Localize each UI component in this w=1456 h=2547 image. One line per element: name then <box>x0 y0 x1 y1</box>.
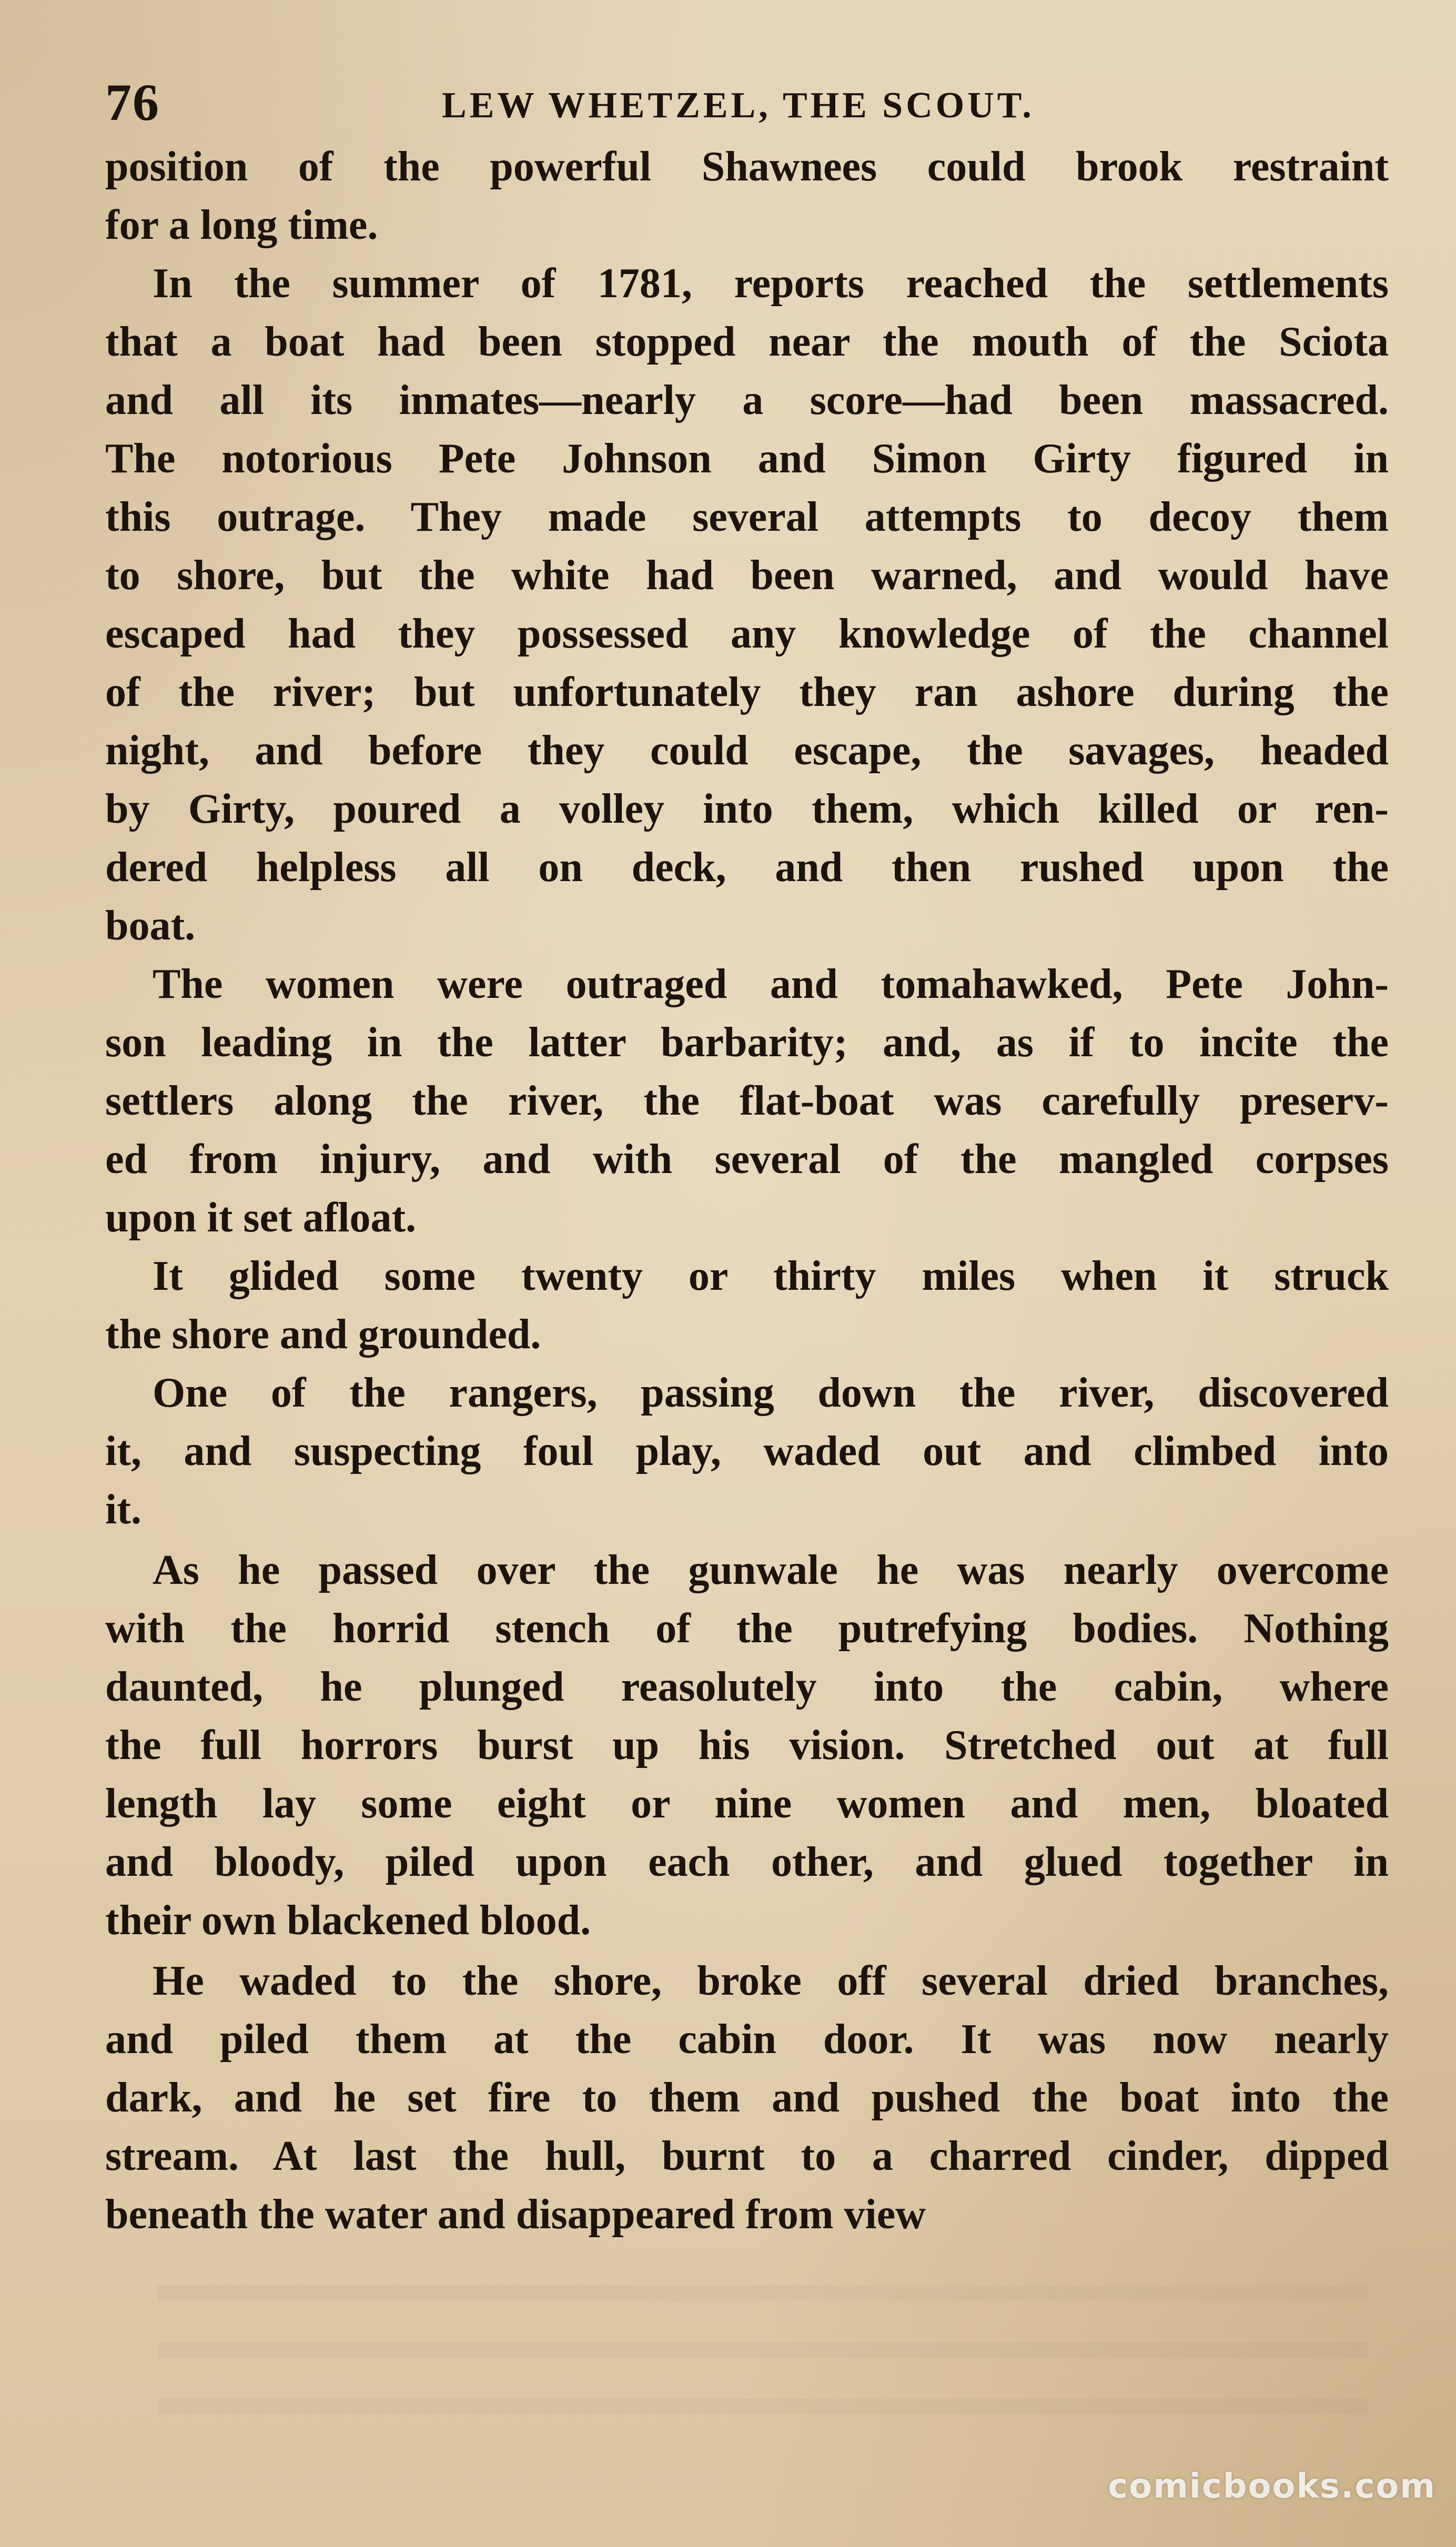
text-line: dered helpless all on deck, and then rushed upon the <box>105 844 1389 891</box>
text-line: to shore, but the white had been warned, and would have <box>105 552 1389 599</box>
running-head: LEW WHETZEL, THE SCOUT. <box>442 85 1035 126</box>
text-line: He waded to the shore, broke off several dried branches, <box>153 1958 1389 2004</box>
text-line: for a long time. <box>105 202 378 248</box>
text-line: the full horrors burst up his vision. Stretched out at full <box>105 1722 1389 1768</box>
text-line: upon it set afloat. <box>105 1195 417 1241</box>
text-line: As he passed over the gunwale he was nearly overcome <box>153 1547 1389 1593</box>
text-line: It glided some twenty or thirty miles when it struck <box>153 1253 1389 1299</box>
text-line: night, and before they could escape, the savages, headed <box>105 727 1389 774</box>
text-line: position of the powerful Shawnees could brook restraint <box>105 144 1389 190</box>
text-line: One of the rangers, passing down the river, discovered <box>153 1370 1389 1416</box>
text-line: daunted, he plunged reasolutely into the cabin, where <box>105 1664 1389 1710</box>
text-line: stream. At last the hull, burnt to a charred cinder, dipped <box>105 2133 1389 2179</box>
text-line: by Girty, poured a volley into them, which killed or ren- <box>105 786 1389 832</box>
text-line: son leading in the latter barbarity; and, as if to incite the <box>105 1019 1389 1066</box>
text-line: length lay some eight or nine women and men, bloated <box>105 1781 1389 1827</box>
text-line: the shore and grounded. <box>105 1311 541 1358</box>
text-line: their own blackened blood. <box>105 1897 591 1944</box>
text-line: escaped had they possessed any knowledge of the channel <box>105 611 1389 657</box>
text-line: this outrage. They made several attempts to decoy them <box>105 494 1389 540</box>
text-line: The women were outraged and tomahawked, Pete John- <box>153 961 1389 1007</box>
watermark: comicbooks.com <box>1108 2467 1436 2506</box>
text-line: beneath the water and disappeared from view <box>105 2191 926 2238</box>
text-line: it. <box>105 1487 141 1533</box>
text-line: that a boat had been stopped near the mouth of the Sciota <box>105 319 1389 365</box>
text-line: ed from injury, and with several of the mangled corpses <box>105 1136 1389 1182</box>
text-line: and bloody, piled upon each other, and glued together in <box>105 1839 1389 1885</box>
text-line: In the summer of 1781, reports reached the settlements <box>153 260 1389 307</box>
text-line: with the horrid stench of the putrefying bodies. Nothing <box>105 1605 1389 1652</box>
body-text <box>105 138 1389 2244</box>
text-line: The notorious Pete Johnson and Simon Girty figured in <box>105 436 1389 482</box>
text-line: boat. <box>105 903 196 949</box>
text-line: and piled them at the cabin door. It was now nearly <box>105 2016 1389 2063</box>
text-line: and all its inmates—nearly a score—had been massacred. <box>105 377 1389 423</box>
text-line: settlers along the river, the flat-boat was carefully preserv- <box>105 1078 1389 1124</box>
text-line: it, and suspecting foul play, waded out and climbed into <box>105 1428 1389 1474</box>
page-number: 76 <box>105 73 160 132</box>
page-header <box>105 68 1389 137</box>
bleed-through-texture <box>158 2278 1368 2414</box>
text-line: of the river; but unfortunately they ran ashore during the <box>105 669 1389 715</box>
text-line: dark, and he set fire to them and pushed the boat into the <box>105 2075 1389 2121</box>
